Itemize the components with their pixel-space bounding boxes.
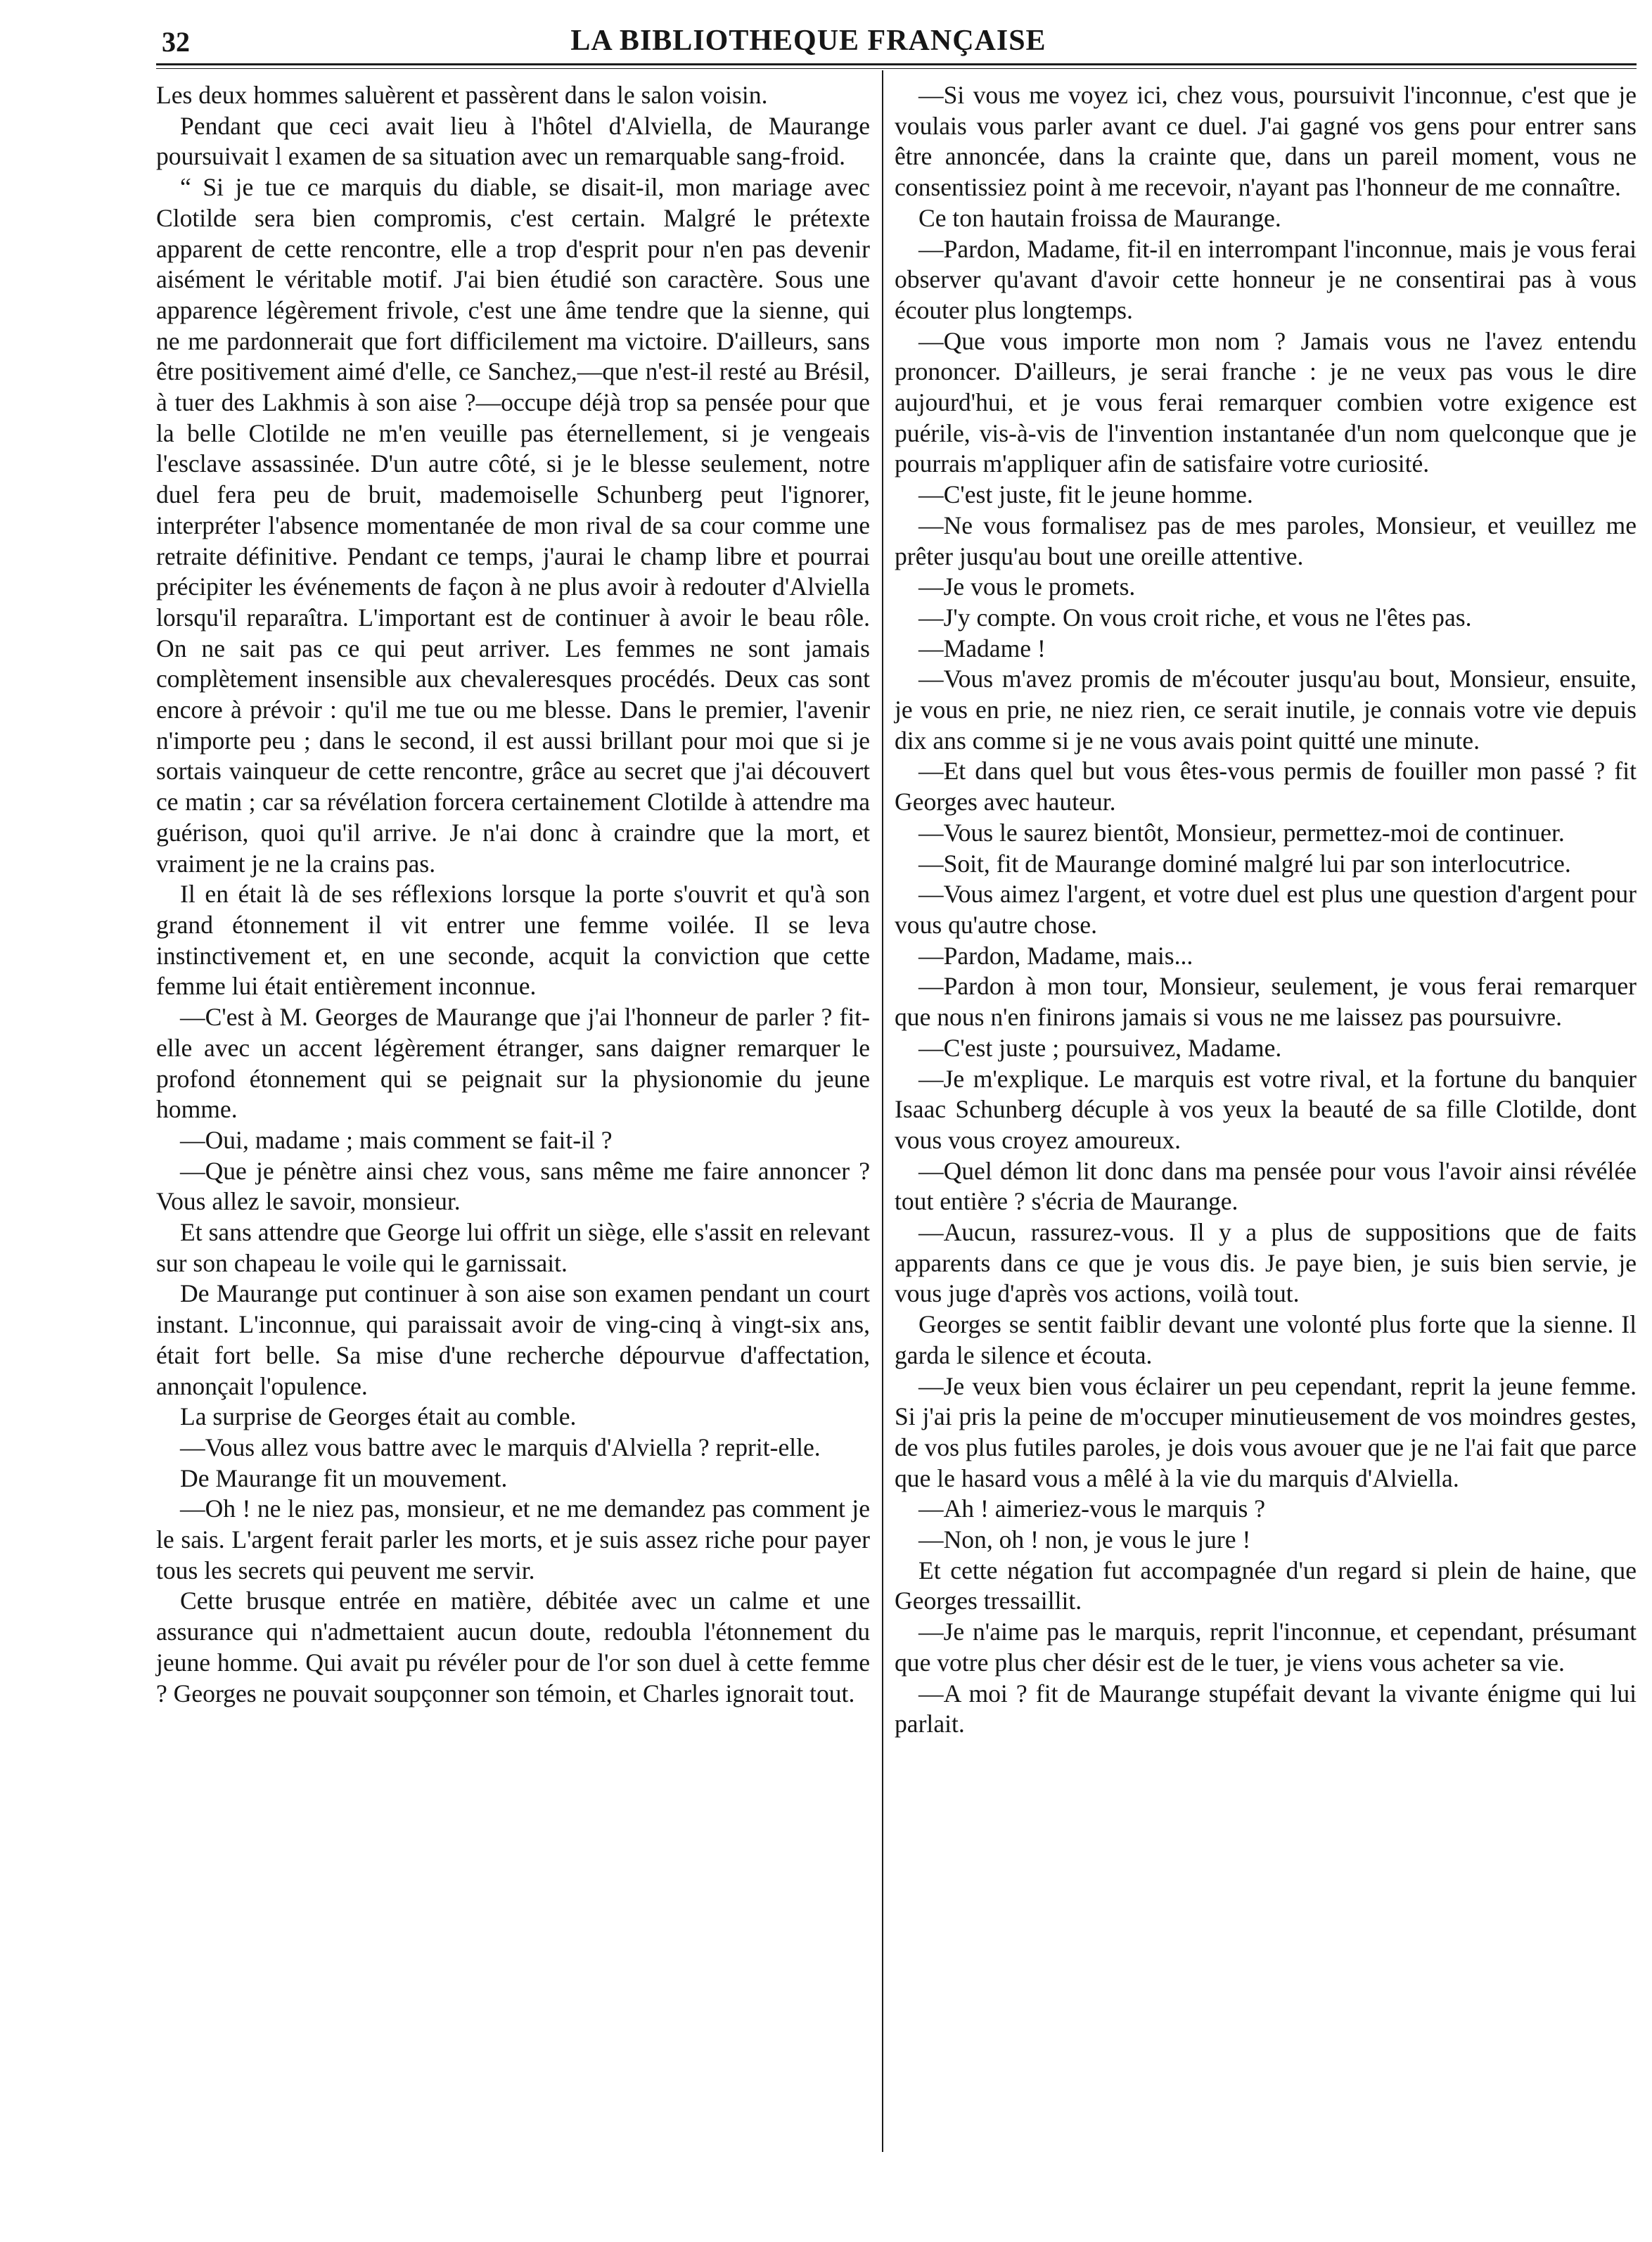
paragraph: De Maurange put continuer à son aise son examen pendant un court instant. L'inconnue, qui paraissait avoir de ving-cinq à vingt-six ans, était fort belle. Sa mise d'une recherche dépourvue d'affectation, annonçait l'opulence. <box>156 1279 870 1400</box>
paragraph: —Si vous me voyez ici, chez vous, poursuivit l'inconnue, c'est que je voulais vous parler avant ce duel. J'ai gagné vos gens pour entrer sans être annoncée, dans la crainte que, dans un pareil moment, vous ne consentissiez point à me recevoir, n'ayant pas l'honneur de me connaître. <box>895 81 1637 202</box>
paragraph: —Vous le saurez bientôt, Monsieur, permettez-moi de continuer. <box>918 818 1565 847</box>
paragraph: —Oh ! ne le niez pas, monsieur, et ne me demandez pas comment je le sais. L'argent ferait parler les morts, et je suis assez riche pour payer tous les secrets qui peuvent me servir. <box>156 1494 870 1584</box>
paragraph: —Vous aimez l'argent, et votre duel est plus une question d'argent pour vous qu'autre chose. <box>895 880 1637 939</box>
paragraph: —C'est à M. Georges de Maurange que j'ai l'honneur de parler ? fit-elle avec un accent légèrement étranger, sans daigner remarquer le profond étonnement qui se peignait sur la physionomie du jeune homme. <box>156 1003 870 1124</box>
paragraph: La surprise de Georges était au comble. <box>180 1402 577 1431</box>
paragraph: —C'est juste ; poursuivez, Madame. <box>918 1033 1282 1062</box>
page-number: 32 <box>162 26 190 58</box>
paragraph: —Quel démon lit donc dans ma pensée pour vous l'avoir ainsi révélée tout entière ? s'écria de Maurange. <box>895 1156 1637 1216</box>
paragraph: —Aucun, rassurez-vous. Il y a plus de suppositions que de faits apparents dans ce que je vous dis. Je paye bien, je suis bien servie, je vous juge d'après vos actions, voilà tout. <box>895 1218 1637 1308</box>
paragraph: Et cette négation fut accompagnée d'un regard si plein de haine, que Georges tressaillit. <box>895 1556 1637 1615</box>
paragraph: Il en était là de ses réflexions lorsque la porte s'ouvrit et qu'à son grand étonnement il vit entrer une femme voilée. Il se leva instinctivement et, en une seconde, acquit la conviction que cette femme lui était entièrement inconnue. <box>156 880 870 1001</box>
paragraph: —Ah ! aimeriez-vous le marquis ? <box>918 1494 1265 1523</box>
header-rule-thick <box>156 63 1637 65</box>
paragraph: —J'y compte. On vous croit riche, et vous ne l'êtes pas. <box>918 603 1472 632</box>
paragraph: —Que je pénètre ainsi chez vous, sans même me faire annoncer ? Vous allez le savoir, monsieur. <box>156 1156 870 1216</box>
paragraph: Les deux hommes saluèrent et passèrent dans le salon voisin. <box>156 81 768 109</box>
paragraph: —Ne vous formalisez pas de mes paroles, Monsieur, et veuillez me prêter jusqu'au bout une oreille attentive. <box>895 511 1637 570</box>
paragraph: —Pardon, Madame, fit-il en interrompant l'inconnue, mais je vous ferai observer qu'avant d'avoir cette honneur je ne consentirai pas à vous écouter plus longtemps. <box>895 234 1637 324</box>
paragraph: —A moi ? fit de Maurange stupéfait devant la vivante énigme qui lui parlait. <box>895 1679 1637 1738</box>
paragraph: Et sans attendre que George lui offrit un siège, elle s'assit en relevant sur son chapeau le voile qui le garnissait. <box>156 1218 870 1277</box>
paragraph: —Et dans quel but vous êtes-vous permis de fouiller mon passé ? fit Georges avec hauteur. <box>895 757 1637 816</box>
column-divider <box>882 70 883 2152</box>
paragraph: Ce ton hautain froissa de Maurange. <box>918 203 1281 232</box>
paragraph: —Soit, fit de Maurange dominé malgré lui par son interlocutrice. <box>918 849 1571 878</box>
paragraph: —Que vous importe mon nom ? Jamais vous ne l'avez entendu prononcer. D'ailleurs, je serai franche : je ne veux pas vous le dire aujourd'hui, et je vous ferai remarquer combien votre exigence est puérile, vis-à-vis de l'invention instantanée d'un nom quelconque que je pourrais m'appliquer afin de satisfaire votre curiosité. <box>895 326 1637 478</box>
paragraph: De Maurange fit un mouvement. <box>180 1463 508 1492</box>
paragraph: —Non, oh ! non, je vous le jure ! <box>918 1525 1251 1554</box>
header-rule-thin <box>156 68 1637 69</box>
paragraph: —Je n'aime pas le marquis, reprit l'inconnue, et cependant, présumant que votre plus cher désir est de le tuer, je viens vous acheter sa vie. <box>895 1618 1637 1677</box>
paragraph: —Je m'explique. Le marquis est votre rival, et la fortune du banquier Isaac Schunberg décuple à vos yeux la beauté de sa fille Clotilde, dont vous vous croyez amoureux. <box>895 1064 1637 1154</box>
paragraph: —Oui, madame ; mais comment se fait-il ? <box>180 1125 613 1154</box>
paragraph: Georges se sentit faiblir devant une volonté plus forte que la sienne. Il garda le silence et écouta. <box>895 1310 1637 1369</box>
paragraph: —Pardon, Madame, mais... <box>918 941 1193 970</box>
paragraph: —Je vous le promets. <box>918 572 1136 601</box>
paragraph: Cette brusque entrée en matière, débitée avec un calme et une assurance qui n'admettaient aucun doute, redoubla l'étonnement du jeune homme. Qui avait pu révéler pour de l'or son duel à cette femme ? Georges ne pouvait soupçonner son témoin, et Charles ignorait tout. <box>156 1587 870 1708</box>
paragraph: —Madame ! <box>918 634 1046 662</box>
paragraph: —Vous allez vous battre avec le marquis d'Alviella ? reprit-elle. <box>180 1433 821 1461</box>
right-column <box>895 80 1637 1740</box>
paragraph: Pendant que ceci avait lieu à l'hôtel d'Alviella, de Maurange poursuivait l examen de sa situation avec un remarquable sang-froid. <box>156 111 870 171</box>
left-column <box>156 80 870 1709</box>
paragraph: —C'est juste, fit le jeune homme. <box>918 480 1253 509</box>
paragraph: —Je veux bien vous éclairer un peu cependant, reprit la jeune femme. Si j'ai pris la peine de m'occuper minutieusement de vos moindres gestes, de vos plus futiles paroles, je dois vous avouer que je ne l'ai fait que parce que le hasard vous a mêlé à la vie du marquis d'Alviella. <box>895 1371 1637 1492</box>
page-title: LA BIBLIOTHEQUE FRANÇAISE <box>570 25 1046 57</box>
paragraph: —Pardon à mon tour, Monsieur, seulement, je vous ferai remarquer que nous n'en finirons jamais si vous ne me laissez pas poursuivre. <box>895 972 1637 1032</box>
paragraph: —Vous m'avez promis de m'écouter jusqu'au bout, Monsieur, ensuite, je vous en prie, ne niez rien, ce serait inutile, je connais votre vie depuis dix ans comme si je ne vous avais point quitté une minute. <box>895 665 1637 755</box>
paragraph: “ Si je tue ce marquis du diable, se disait-il, mon mariage avec Clotilde sera bien compromis, c'est certain. Malgré le prétexte apparent de cette rencontre, elle a trop d'esprit pour n'en pas devenir aisément le véritable motif. J'ai bien étudié son caractère. Sous une apparence légèrement frivole, c'est une âme tendre que la sienne, qui ne me pardonnerait que fort difficilement ma victoire. D'ailleurs, sans être positivement aimé d'elle, ce Sanchez,—que n'est-il resté au Brésil, à tuer des Lakhmis à son aise ?—occupe déjà trop sa pensée pour que la belle Clotilde ne m'en veuille pas éternellement, si je vengeais l'esclave assassinée. D'un autre côté, si je le blesse seulement, notre duel fera peu de bruit, mademoiselle Schunberg peut l'ignorer, interpréter l'absence momentanée de mon rival de sa cour comme une retraite définitive. Pendant ce temps, j'aurai le champ libre et pourrai précipiter les événements de façon à ne plus avoir à redouter d'Alviella lorsqu'il reparaîtra. L'important est de continuer à avoir le beau rôle. On ne sait pas ce qui peut arriver. Les femmes ne sont jamais complètement insensible aux chevaleresques procédés. Deux cas sont encore à prévoir : qu'il me tue ou me blesse. Dans le premier, l'avenir n'importe peu ; dans le second, il est aussi brillant pour moi que si je sortais vainqueur de cette rencontre, grâce au secret que j'ai découvert ce matin ; car sa révélation forcera certainement Clotilde à attendre ma guérison, quoi qu'il arrive. Je n'ai donc à craindre que la mort, et vraiment je ne la crains pas. <box>156 173 870 878</box>
